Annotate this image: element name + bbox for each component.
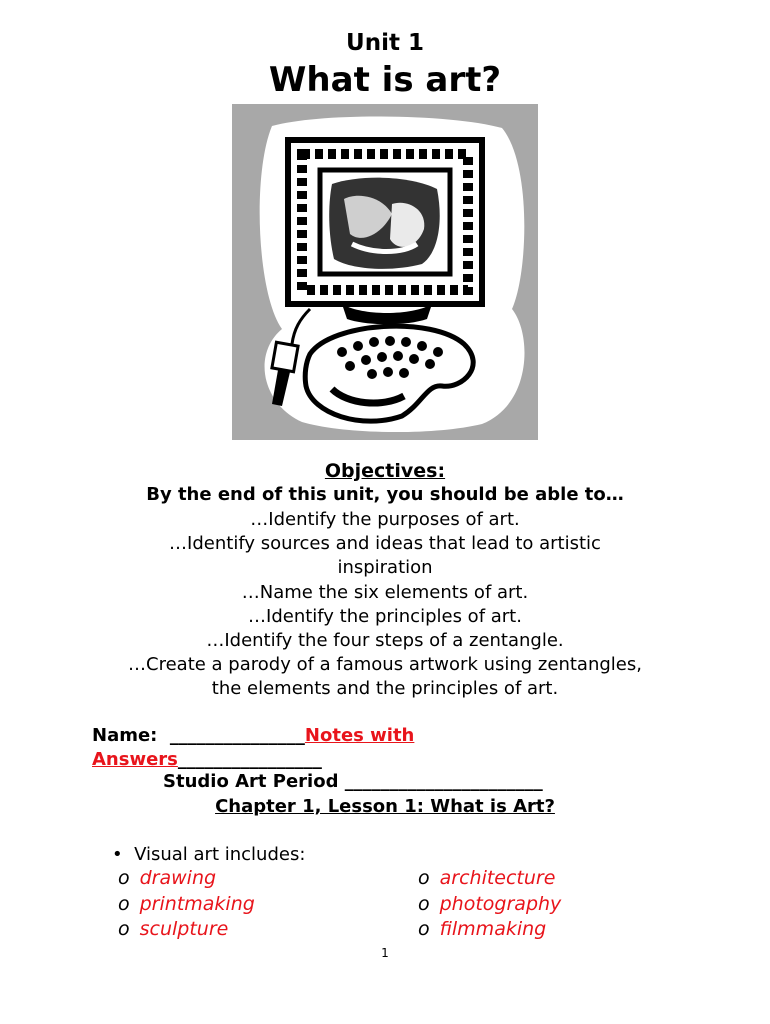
- sub-item: o printmaking: [118, 893, 255, 915]
- period-field: Studio Art Period ______________________: [163, 771, 543, 792]
- sub-item: o sculpture: [118, 918, 229, 940]
- name-blank: _______________: [169, 725, 305, 746]
- objective-item: …Identify the purposes of art.: [250, 509, 520, 530]
- sub-item: o filmmaking: [418, 918, 547, 940]
- name-label: Name:: [92, 725, 158, 746]
- sub-item: o drawing: [118, 867, 217, 889]
- page-number: 1: [381, 946, 389, 960]
- name-blank-2: ________________: [177, 749, 322, 770]
- unit-label: Unit 1: [346, 30, 424, 56]
- objective-item: …Identify the principles of art.: [248, 605, 522, 627]
- sub-item-text: architecture: [439, 867, 556, 889]
- objective-item: inspiration: [337, 557, 433, 579]
- name-value-cont: Answers: [92, 749, 178, 770]
- sub-item-text: drawing: [139, 867, 217, 889]
- objective-item: …Name the six elements of art.: [241, 581, 529, 603]
- objective-item: the elements and the principles of art.: [211, 678, 559, 700]
- name-field: [92, 724, 652, 772]
- objective-item: …Identify the four steps of a zentangle.: [206, 630, 564, 652]
- bullet-item: • Visual art includes:: [112, 844, 306, 865]
- objectives-intro: By the end of this unit, you should be able to…: [146, 484, 624, 505]
- objectives-heading: Objectives:: [324, 460, 446, 482]
- sub-item-text: sculpture: [139, 918, 229, 940]
- page-title: What is art?: [268, 60, 502, 100]
- computer-palette-clipart-icon: [232, 104, 538, 440]
- sub-item-text: filmmaking: [439, 918, 547, 940]
- chapter-heading: Chapter 1, Lesson 1: What is Art?: [215, 796, 555, 817]
- sub-item: o photography: [418, 893, 562, 915]
- sub-item-text: photography: [439, 893, 562, 915]
- objectives-list: [0, 508, 770, 702]
- objective-item: …Create a parody of a famous artwork using zentangles,: [128, 654, 642, 676]
- sub-item: o architecture: [418, 867, 556, 889]
- objective-item: …Identify sources and ideas that lead to artistic: [169, 533, 601, 555]
- sub-item-text: printmaking: [139, 893, 255, 915]
- name-value: Notes with: [304, 725, 415, 746]
- bullet-text: Visual art includes:: [134, 844, 306, 865]
